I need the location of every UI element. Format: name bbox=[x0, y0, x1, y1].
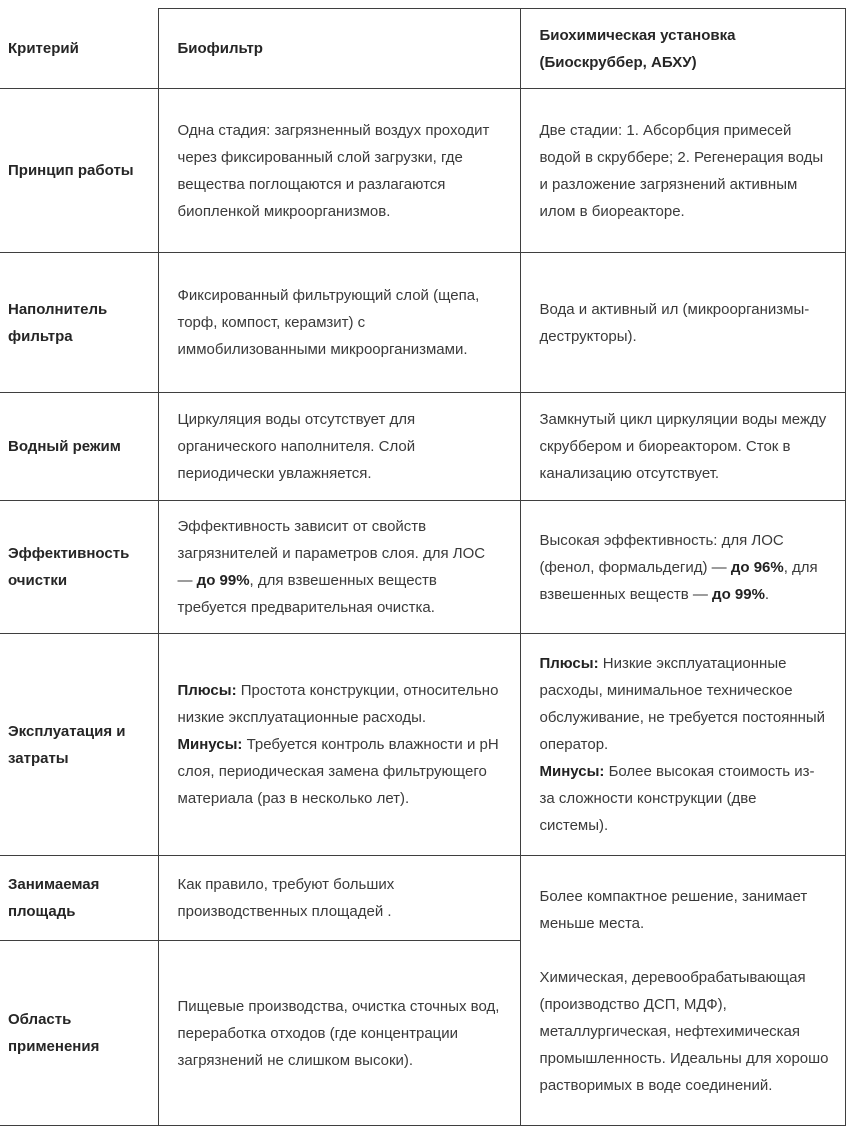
criterion-cell: Эффективность очистки bbox=[0, 501, 158, 634]
table-row bbox=[0, 253, 845, 393]
header-biochemical: Биохимическая установка (Биоскруббер, АБХУ) bbox=[520, 9, 845, 89]
text: , для взвешенных веществ требуется предварительная очистка. bbox=[177, 572, 437, 616]
criterion-cell: Принцип работы bbox=[0, 89, 158, 253]
text: Одна стадия: загрязненный воздух проходит через фиксированный слой загрузки, где вещества поглощаются и разлагаются биопленкой микроорганизмов. bbox=[177, 121, 490, 220]
table-row bbox=[0, 634, 845, 856]
biofilter-cell bbox=[158, 89, 520, 253]
text: Две стадии: 1. Абсорбция примесей водой в скруббере; 2. Регенерация воды и разложение загрязнений активным илом в биореакторе. bbox=[539, 121, 824, 220]
biochemical-cell bbox=[520, 501, 845, 634]
paragraph bbox=[540, 650, 829, 758]
text: Более высокая стоимость из-за сложности конструкции (две системы). bbox=[539, 763, 815, 834]
paragraph bbox=[178, 282, 504, 363]
bold-text: Минусы: bbox=[177, 736, 243, 753]
header-biofilter: Биофильтр bbox=[158, 9, 520, 89]
comparison-table bbox=[0, 8, 846, 1126]
bold-text: до 96% bbox=[730, 558, 784, 576]
text: Пищевые производства, очистка сточных вод, переработка отходов (где концентрации загрязнений не слишком высоки). bbox=[177, 997, 500, 1069]
paragraph bbox=[178, 993, 504, 1074]
text: , для взвешенных веществ — bbox=[539, 558, 818, 603]
text: Эффективность зависит от свойств загрязнителей и параметров слоя. для ЛОС — bbox=[177, 518, 486, 589]
biochemical-merged-cell bbox=[520, 856, 845, 1126]
paragraph bbox=[178, 406, 504, 487]
bold-text: Плюсы: bbox=[177, 682, 237, 699]
biofilter-cell bbox=[158, 634, 520, 856]
text: Как правило, требуют больших производственных площадей . bbox=[177, 876, 395, 920]
text: Высокая эффективность: для ЛОС (фенол, формальдегид) — bbox=[539, 531, 784, 576]
text: Замкнутый цикл циркуляции воды между скруббером и биореактором. Сток в канализацию отсутствует. bbox=[539, 411, 827, 482]
criterion-cell: Занимаемая площадь bbox=[0, 856, 158, 941]
paragraph bbox=[540, 117, 829, 225]
bold-text: до 99% bbox=[196, 572, 250, 589]
text: . bbox=[764, 585, 770, 603]
text: Требуется контроль влажности и pH слоя, периодическая замена фильтрующего материала (раз в несколько лет). bbox=[177, 736, 499, 807]
paragraph bbox=[540, 964, 829, 1099]
paragraph bbox=[178, 677, 504, 731]
header-criterion: Критерий bbox=[0, 9, 158, 89]
paragraph bbox=[540, 883, 829, 937]
paragraph bbox=[540, 758, 829, 839]
table-row bbox=[0, 856, 845, 941]
bold-text: Минусы: bbox=[539, 763, 605, 780]
biochemical-cell bbox=[520, 634, 845, 856]
text: Фиксированный фильтрующий слой (щепа, торф, компост, керамзит) с иммобилизованными микроорганизмами. bbox=[177, 287, 480, 358]
text: Циркуляция воды отсутствует для органического наполнителя. Слой периодически увлажняется. bbox=[177, 411, 416, 482]
text: Низкие эксплуатационные расходы, минимальное техническое обслуживание, не требуется постоянный оператор. bbox=[539, 655, 826, 753]
paragraph bbox=[540, 406, 829, 487]
criterion-cell: Наполнитель фильтра bbox=[0, 253, 158, 393]
text: Химическая, деревообрабатывающая (производство ДСП, МДФ), металлургическая, нефтехимическая промышленность. Идеальны для хорошо растворимых в воде соединений. bbox=[539, 968, 829, 1094]
biofilter-cell bbox=[158, 253, 520, 393]
bold-text: Плюсы: bbox=[539, 655, 599, 672]
paragraph bbox=[178, 117, 504, 225]
biochemical-cell bbox=[520, 89, 845, 253]
biochemical-cell bbox=[520, 253, 845, 393]
table-row bbox=[0, 501, 845, 634]
paragraph bbox=[178, 731, 504, 812]
table-row bbox=[0, 89, 845, 253]
criterion-cell: Область применения bbox=[0, 941, 158, 1126]
paragraph bbox=[178, 513, 504, 621]
table-row bbox=[0, 393, 845, 501]
paragraph bbox=[540, 296, 829, 350]
biofilter-cell bbox=[158, 393, 520, 501]
biochemical-cell bbox=[520, 393, 845, 501]
text: Более компактное решение, занимает меньше места. bbox=[539, 887, 808, 932]
paragraph bbox=[540, 527, 829, 608]
criterion-cell: Водный режим bbox=[0, 393, 158, 501]
criterion-cell: Эксплуатация и затраты bbox=[0, 634, 158, 856]
text: Вода и активный ил (микроорганизмы-деструкторы). bbox=[539, 300, 810, 345]
biofilter-cell bbox=[158, 501, 520, 634]
paragraph bbox=[178, 871, 504, 925]
biofilter-cell bbox=[158, 941, 520, 1126]
text: Простота конструкции, относительно низкие эксплуатационные расходы. bbox=[177, 682, 499, 726]
biofilter-cell bbox=[158, 856, 520, 941]
header-row bbox=[0, 9, 845, 89]
bold-text: до 99% bbox=[712, 585, 765, 603]
